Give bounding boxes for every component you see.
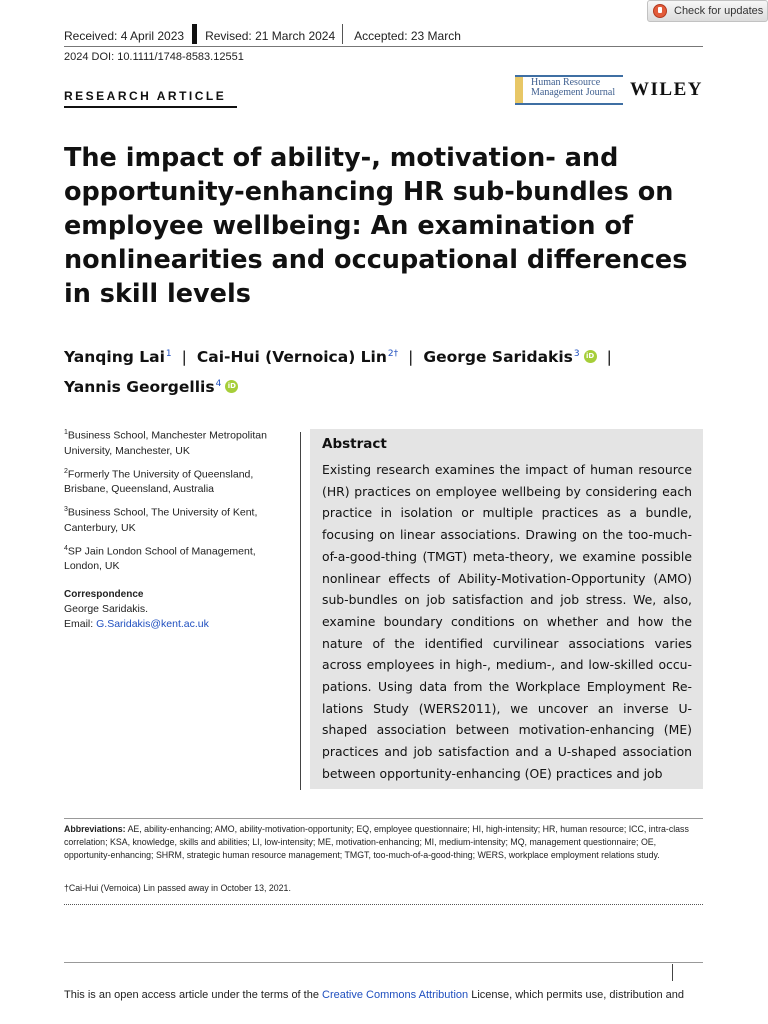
correspondence-name: George Saridakis. — [64, 603, 149, 615]
affiliation: $^4$SP Jain London School of Management, London, UK — [64, 544, 256, 572]
journal-logo — [515, 75, 623, 105]
header-divider — [64, 46, 703, 47]
journal-name-line1: Human Resource — [531, 77, 601, 88]
author-name[interactable]: George Saridakis$^3$ iD — [423, 348, 596, 366]
affiliation-marker: 3 — [573, 349, 580, 359]
article-type-underline — [64, 106, 237, 108]
abstract-heading: Abstract — [322, 436, 387, 452]
affiliation: $^3$Business School, The University of Kent, Canterbury, UK — [64, 506, 258, 534]
abstract-box — [310, 429, 703, 789]
dagger-footnote: †Cai-Hui (Vernoica) Lin passed away in October 13, 2021. — [64, 883, 291, 893]
accepted-date: Accepted: 23 March — [354, 29, 461, 43]
affiliations-column — [64, 425, 286, 632]
footnote-divider — [64, 818, 703, 819]
revised-date: Revised: 21 March 2024 — [205, 29, 336, 43]
correspondence-label: Correspondence — [64, 589, 144, 600]
author-separator: | — [606, 348, 612, 367]
affiliation: $^1$Business School, Manchester Metropolitan University, Manchester, UK — [64, 429, 267, 457]
column-divider — [300, 432, 301, 790]
bookmark-icon — [653, 4, 667, 18]
publication-dates — [64, 29, 461, 43]
article-type-label: RESEARCH ARTICLE — [64, 89, 227, 103]
check-for-updates-button[interactable] — [647, 0, 768, 22]
orcid-icon[interactable]: iD — [584, 350, 597, 363]
author-list — [64, 341, 704, 401]
check-for-updates-label: Check for updates — [674, 5, 764, 17]
footnote-dotted-divider — [64, 904, 703, 905]
orcid-icon[interactable]: iD — [225, 380, 238, 393]
license-text: This is an open access article under the terms of the Creative Commons Attribution License, which permits use, distribution and — [64, 989, 684, 1001]
doi-line: 2024 DOI: 10.1111/1748-8583.12551 — [64, 51, 244, 63]
author-name[interactable]: Cai-Hui (Vernoica) Lin$^{2\dagger}$ — [196, 348, 399, 367]
abstract-text: Existing research examines the impact of human resource (HR) practices on employee wellbeing by considering each practice in isolation or multiple practices as a bundle, focusing on linear associations. Drawing on the too-much-of-a-good-thing (TMGT) meta-theory, we examine possible nonlinear effects of Ability-Motivation-Opportunity (AMO) sub-bundles on job satisfaction and job stress. We, also, examine boundary conditions on whether and how the nature of the identified curvilinear associations varies across employees in high-, medium-, and low-skilled occu- pations. Using data from the Workplace Employment Re- lations Study (WERS2011), we uncover an inverse U- shaped association between motivation-enhancing (ME) practices and job satisfaction and a U-shaped association between opportunity-enhancing (OE) practices and job — [322, 462, 692, 781]
bottom-divider — [64, 962, 703, 963]
author-separator: | — [181, 348, 187, 367]
email-link[interactable]: G.Saridakis@kent.ac.uk — [96, 618, 209, 630]
bottom-tick-mark — [672, 964, 673, 981]
received-date: Received: 4 April 2023 — [64, 29, 185, 43]
author-separator: | — [408, 348, 414, 367]
author-name[interactable]: Yannis Georgellis$^4$ iD — [64, 378, 238, 396]
journal-name-line2: Management Journal — [531, 87, 616, 98]
date-separator — [192, 24, 197, 44]
affiliation-marker: 4 — [215, 379, 222, 390]
publisher-logo: WILEY — [630, 79, 703, 100]
article-title: The impact of ability-, motivation- and opportunity-enhancing HR sub-bundles on employee wellbeing: An examination of nonlinearities and occupational differences in skill levels — [64, 143, 688, 309]
license-link[interactable]: Creative Commons Attribution — [322, 989, 469, 1001]
author-name[interactable]: Yanqing Lai$^1$ — [64, 348, 172, 367]
affiliation: $^2$Formerly The University of Queensland, Brisbane, Queensland, Australia — [64, 467, 254, 495]
affiliation-marker: 2† — [387, 349, 399, 359]
date-separator — [342, 24, 343, 44]
abbreviations-note: Abbreviations: AE, ability-enhancing; AMO, ability-motivation-opportunity; EQ, employee questionnaire; HI, high-intensity; HR, human resource; ICC, intra-class correlation; KSA, knowledge, skills and abilities; LI, low-intensity; ME, motivation-enhancing; MI, medium-intensity; MQ, management questionnaire; OE, opportunity-enhancing; SHRM, strategic human resource management; TMGT, too-much-of-a-good-thing; WERS, workplace employment relations study. — [64, 824, 689, 861]
affiliation-marker: 1 — [165, 349, 172, 359]
correspondence-email: Email: G.Saridakis@kent.ac.uk — [64, 618, 209, 630]
